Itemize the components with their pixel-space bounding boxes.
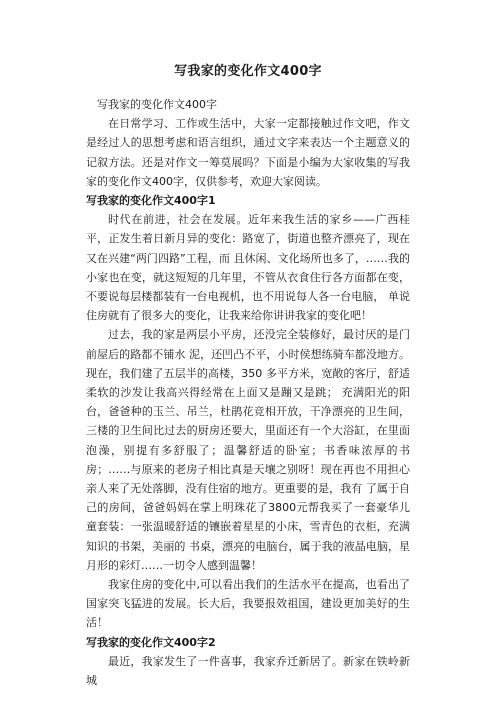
section-1-paragraph-1: 时代在前进，社会在发展。近年来我生活的家乡——广西桂平，正发生着日新月异的变化：路宽了，街道也整齐漂亮了，现在又在兴建“两门四路”工程，而 且休闲、文化场所也多了，……我的小家也在变，就这短短的几年里，不管从衣食住行各方面都在变，不要说每层楼都装有一台电视机，也不用说每人各一台电脑， 单说住房就有了很多大的变化，让我来给你讲讲我家的变化吧！ [86, 213, 410, 323]
section-1-paragraph-3: 我家住房的变化中,可以看出我们的生活水平在提高，也看出了国家突飞猛进的发展。长大后，我要报效祖国，建设更加美好的生活！ [86, 578, 410, 630]
section-1-paragraph-2: 过去，我的家是两层小平房，还没完全装修好，最讨厌的是门前屋后的路都不铺水 泥，还凹凸不平，小时侯想练骑车都没地方。现在，我们建了五层半的高楼，350 多平方米，宽敞的客厅，舒适柔软的沙发让我高兴得经常在上面又是蹦又是跳； 充满阳光的阳台，爸爸种的玉兰、吊兰，杜鹃花竞相开放，干净漂亮的卫生间，三楼的卫生间比过去的厨房还要大，里面还有一个大浴缸，在里面泡澡，别提有多舒服了；温馨舒适的卧室；书香味浓厚的书房；……与原来的老房子相比真是天壤之别呀！现在再也不用担心亲人来了无处落脚，没有住宿的地方。更重要的是，我有 了属于自己的房间，爸爸妈妈在掌上明珠花了3800元帮我买了一套豪华儿童套装：一张温暖舒适的镶嵌着星星的小床，雪青色的衣柜，充满知识的书架，美丽的 书桌，漂亮的电脑台，属于我的液晶电脑，星月形的彩灯……一切令人感到温馨！ [86, 328, 410, 572]
section-2-paragraph-1: 最近，我家发生了一件喜事，我家乔迁新居了。新家在铁岭新城 [86, 654, 410, 688]
intro-line: 写我家的变化作文400字 [97, 98, 217, 111]
intro-paragraph: 在日常学习、工作或生活中，大家一定都接触过作文吧，作文是经过人的思想考虑和语言组织，通过文字来表达一个主题意义的记叙方法。还是对作文一筹莫展吗？下面是小编为大家收集的写我家的变化作文400字，仅供参考，欢迎大家阅读。 [86, 117, 410, 188]
section-1-heading: 写我家的变化作文400字1 [86, 194, 216, 208]
document-title: 写我家的变化作文400字 [174, 64, 322, 79]
section-2-heading: 写我家的变化作文400字2 [86, 635, 216, 649]
